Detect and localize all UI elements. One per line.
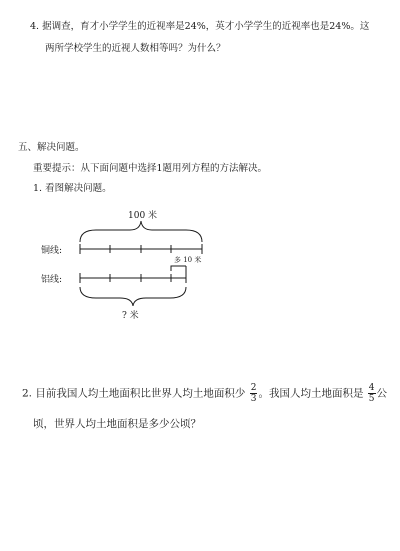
difference-bracket [171,266,186,271]
fraction-2-denominator: 5 [368,394,375,404]
fraction-2-numerator: 4 [368,383,375,393]
question-4-number: 4. [30,21,40,32]
question-2-text-2: 。我国人均土地面积是 [258,387,364,400]
question-2-line-1 [22,383,387,404]
question-2-line-2: 顷，世界人均土地面积是多少公顷？ [33,418,201,430]
top-brace [80,221,202,242]
fraction-four-fifths [368,383,376,404]
aluminum-label: 铝线: [41,275,63,285]
difference-label: 多 10 米 [174,256,202,264]
fraction-1-numerator: 2 [250,383,257,393]
question-2-text-3: 公 [376,387,388,400]
question-4-line-2: 两所学校学生的近视人数相等吗？为什么？ [45,43,226,54]
question-2-number: 2. [22,387,33,400]
bottom-brace [80,287,186,306]
question-1-label: 1. 看图解决问题。 [33,183,112,194]
unknown-length-label: ? 米 [122,311,139,321]
question-4-text-1: 据调查，育才小学学生的近视率是24%，英才小学学生的近视率也是24%。这 [42,21,370,32]
fraction-1-denominator: 3 [250,394,257,404]
fraction-two-thirds [250,383,258,404]
section-5-heading: 五、解决问题。 [18,142,85,153]
section-5-tip: 重要提示：从下面问题中选择1题用列方程的方法解决。 [33,163,268,174]
copper-label: 铜线: [41,246,63,256]
question-2-text-1: 目前我国人均土地面积比世界人均土地面积少 [35,387,246,400]
top-total-label: 100 米 [128,211,158,221]
